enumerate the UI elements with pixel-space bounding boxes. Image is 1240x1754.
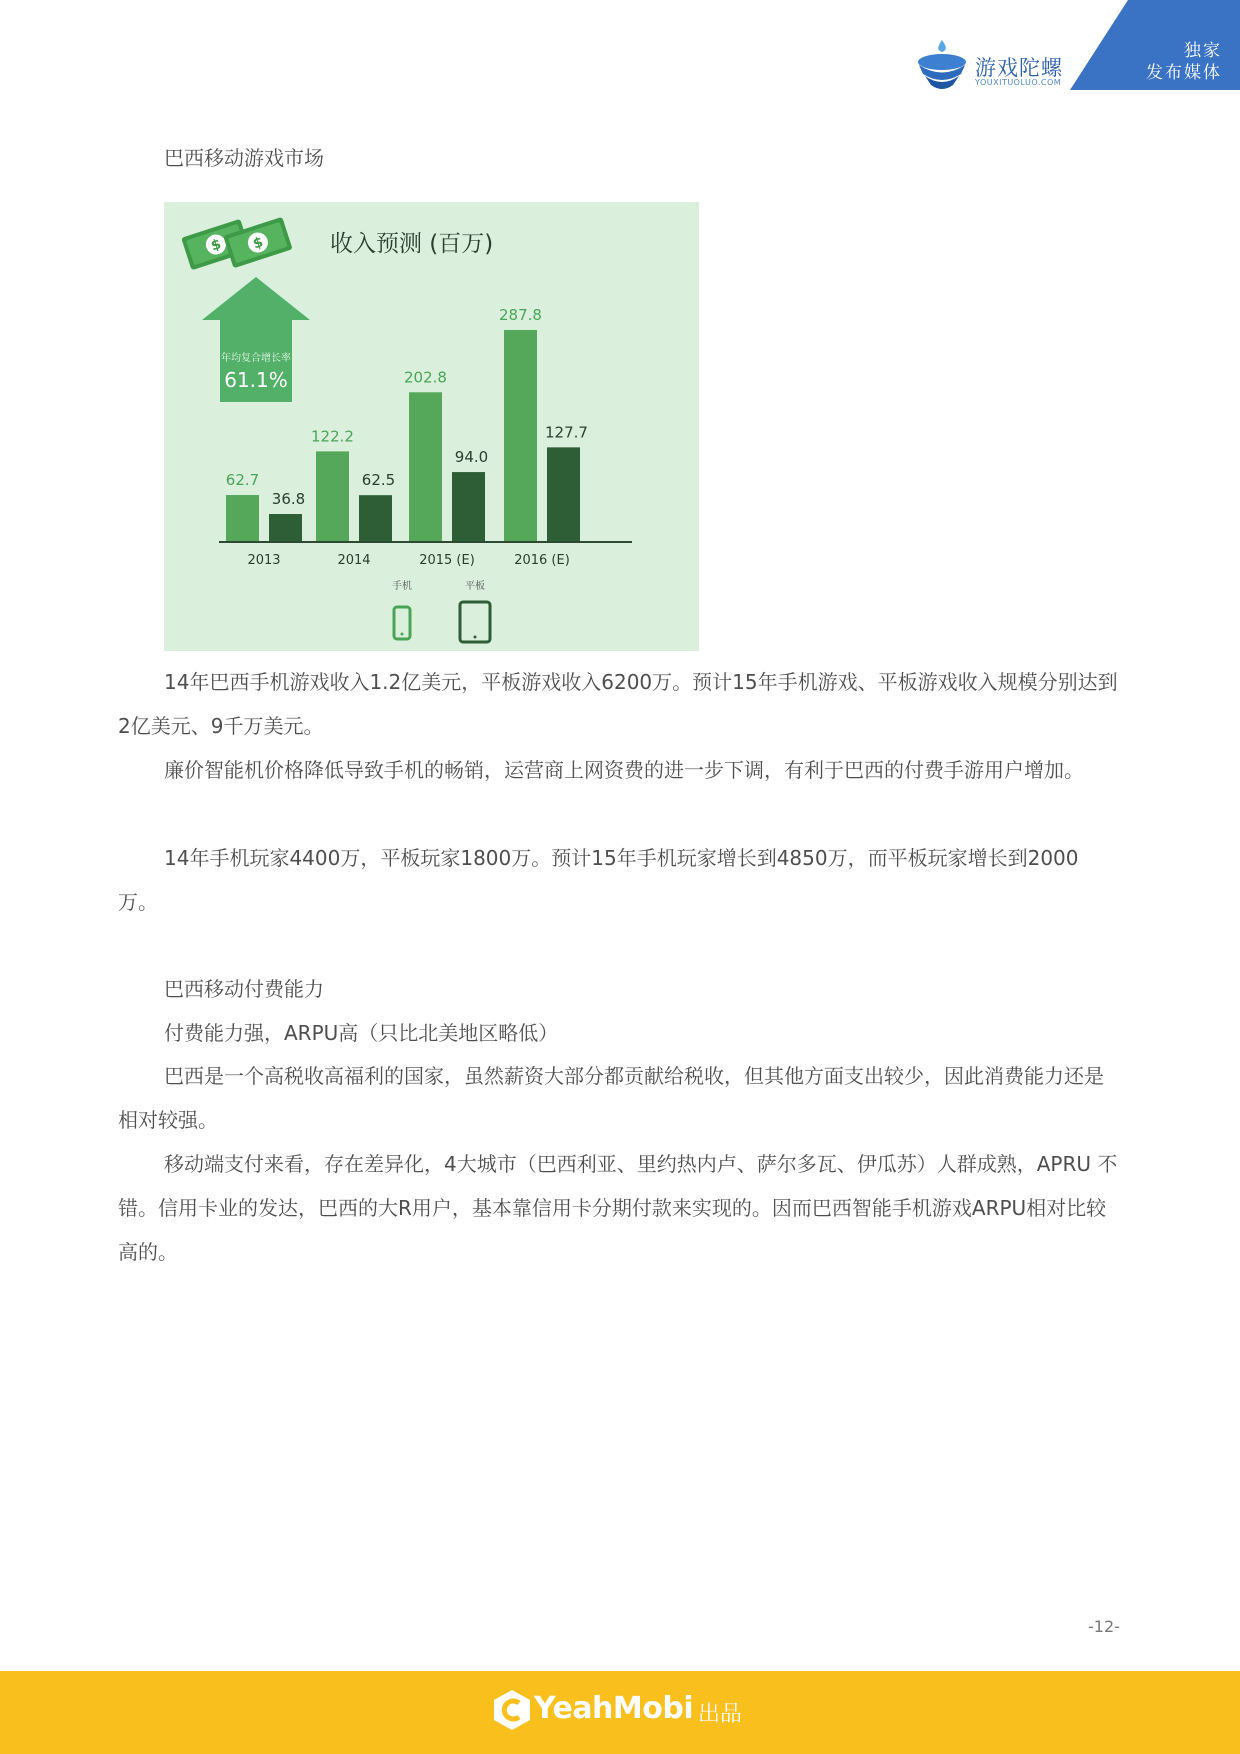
exclusive-media-banner xyxy=(1070,0,1240,90)
banner-line-2: 发布媒体 xyxy=(1146,63,1222,83)
x-tick-label-2: 2015 (E) xyxy=(419,553,475,568)
youxituoluo-logo xyxy=(915,38,1063,98)
page-header xyxy=(0,0,1240,100)
x-tick-label-3: 2016 (E) xyxy=(514,553,570,568)
page-number: -12- xyxy=(1088,1617,1120,1636)
cagr-label: 年均复合增长率 xyxy=(221,353,291,364)
paragraph-cheap-phones: 廉价智能机价格降低导致手机的畅销，运营商上网资费的进一步下调，有利于巴西的付费手游用户增加。 xyxy=(164,758,1084,782)
chart-legend xyxy=(392,579,490,642)
value-label-phone-3: 287.8 xyxy=(499,305,542,324)
x-tick-label-0: 2013 xyxy=(247,553,281,568)
revenue-forecast-chart xyxy=(164,202,699,651)
bar-phone-1 xyxy=(316,451,349,541)
tablet-icon xyxy=(460,602,490,642)
footer-brand: YeahMobi xyxy=(534,1691,694,1726)
money-bills-icon xyxy=(181,217,292,270)
value-label-tablet-2: 94.0 xyxy=(454,448,489,467)
chart-canvas xyxy=(164,202,699,651)
section-heading-payment: 巴西移动付费能力 xyxy=(164,977,324,1001)
value-label-tablet-3: 127.7 xyxy=(545,423,588,442)
legend-label-phone: 手机 xyxy=(392,581,412,592)
svg-text:$: $ xyxy=(251,234,266,253)
footer-suffix: 出品 xyxy=(698,1702,743,1727)
value-label-phone-0: 62.7 xyxy=(225,471,260,490)
paragraph-mobile-payment: 移动端支付来看，存在差异化，4大城市（巴西利亚、里约热内卢、萨尔多瓦、伊瓜苏）人群成熟，APRU 不错。信用卡业的发达，巴西的大R用户，基本靠信用卡分期付款来实现的。因而巴西智能手机游戏ARPU相对比较高的。 xyxy=(118,1152,1118,1264)
bar-tablet-3 xyxy=(547,447,580,541)
section-subheading-arpu: 付费能力强，ARPU高（只比北美地区略低） xyxy=(164,1021,559,1045)
value-label-tablet-1: 62.5 xyxy=(361,471,396,490)
x-tick-label-1: 2014 xyxy=(337,553,371,568)
paragraph-tax: 巴西是一个高税收高福利的国家，虽然薪资大部分都贡献给税收，但其他方面支出较少，因此消费能力还是相对较强。 xyxy=(118,1064,1104,1132)
banner-text xyxy=(1112,40,1222,84)
value-label-phone-2: 202.8 xyxy=(404,368,447,387)
cagr-value: 61.1% xyxy=(224,368,288,392)
bar-phone-3 xyxy=(504,330,537,541)
value-label-phone-1: 122.2 xyxy=(311,427,354,446)
logo-english: YOUXITUOLUO.COM xyxy=(975,78,1062,87)
spinning-top-icon xyxy=(915,38,969,96)
paragraph-players: 14年手机玩家4400万，平板玩家1800万。预计15年手机玩家增长到4850万，而平板玩家增长到2000万。 xyxy=(118,846,1079,914)
section-heading-market: 巴西移动游戏市场 xyxy=(164,146,324,170)
legend-label-tablet: 平板 xyxy=(465,581,485,592)
svg-text:$: $ xyxy=(209,236,224,255)
chart-title: 收入预测 (百万) xyxy=(330,231,494,257)
chart-x-ticks xyxy=(247,553,569,568)
yeahmobi-logo-icon xyxy=(493,1689,531,1731)
page-footer xyxy=(0,1671,1240,1754)
banner-line-1: 独家 xyxy=(1184,41,1222,61)
bar-phone-0 xyxy=(226,495,259,541)
bar-tablet-1 xyxy=(359,495,392,541)
bar-tablet-2 xyxy=(452,472,485,541)
value-label-tablet-0: 36.8 xyxy=(271,490,306,509)
logo-chinese: 游戏陀螺 xyxy=(975,56,1063,80)
bar-tablet-0 xyxy=(269,514,302,541)
bar-phone-2 xyxy=(409,392,442,541)
phone-icon xyxy=(394,607,410,639)
paragraph-revenue: 14年巴西手机游戏收入1.2亿美元，平板游戏收入6200万。预计15年手机游戏、平板游戏收入规模分别达到2亿美元、9千万美元。 xyxy=(118,670,1118,738)
